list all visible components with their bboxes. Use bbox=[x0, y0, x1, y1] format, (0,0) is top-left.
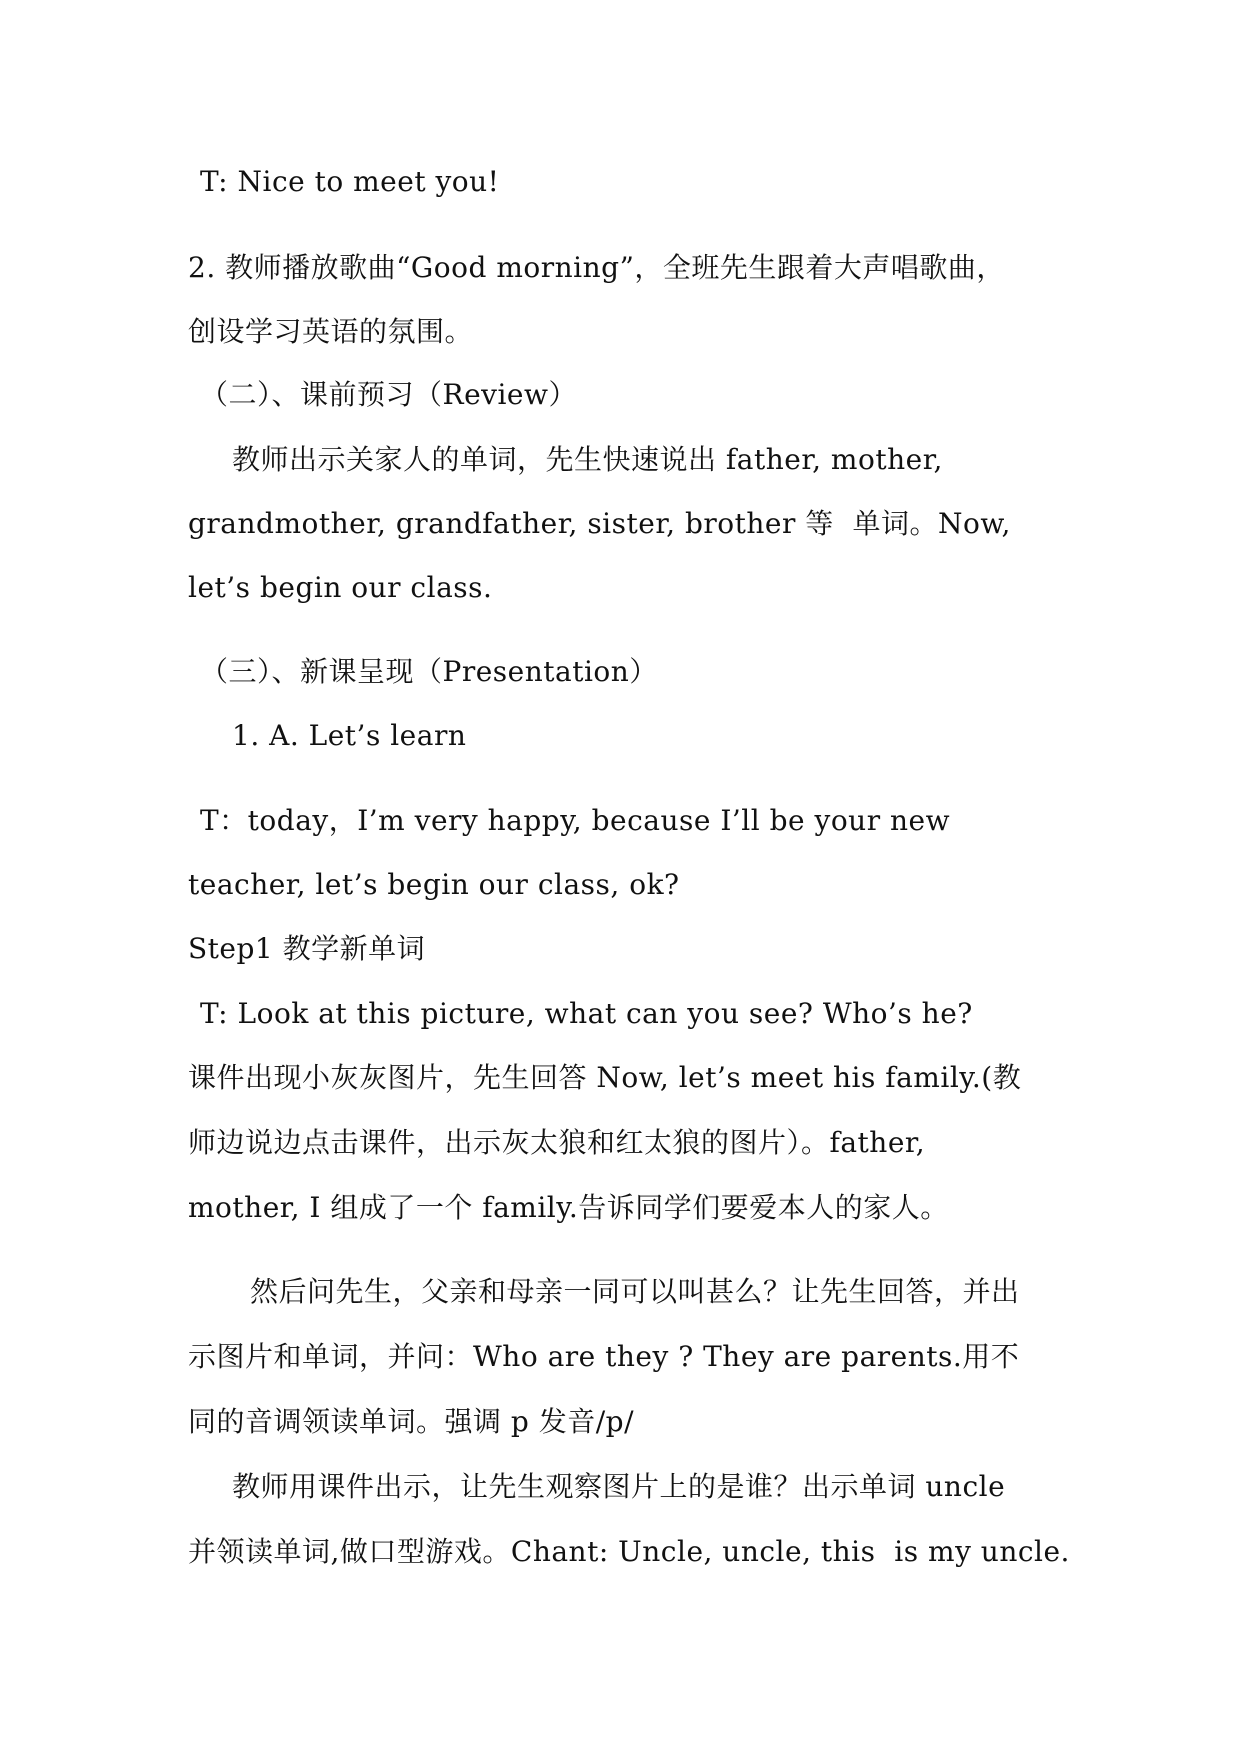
step-item: 2. 教师播放歌曲“Good morning”，全班先生跟着大声唱歌曲， bbox=[188, 251, 1005, 284]
paragraph-line: mother, I 组成了一个 family.告诉同学们要爱本人的家人。 bbox=[188, 1191, 949, 1224]
subsection-heading: 1. A. Let’s learn bbox=[232, 719, 467, 752]
paragraph-line: 并领读单词,做口型游戏。Chant: Uncle, uncle, this is my uncle. bbox=[188, 1535, 1070, 1568]
dialogue-line: T: Look at this picture, what can you see? Who’s he? bbox=[200, 997, 973, 1030]
dialogue-line: T: Nice to meet you! bbox=[200, 165, 500, 198]
paragraph-line: 课件出现小灰灰图片，先生回答 Now, let’s meet his family.(教 bbox=[188, 1061, 1022, 1094]
paragraph-line: 示图片和单词，并问：Who are they ? They are parents.用不 bbox=[188, 1340, 1020, 1373]
paragraph-line: teacher, let’s begin our class, ok? bbox=[188, 868, 680, 901]
section-heading-review: （二）、课前预习（Review） bbox=[200, 378, 577, 411]
paragraph-line: 然后问先生，父亲和母亲一同可以叫甚么？让先生回答，并出 bbox=[250, 1275, 1020, 1308]
paragraph-line: 创设学习英语的氛围。 bbox=[188, 315, 474, 348]
paragraph-line: 同的音调领读单词。强调 p 发音/p/ bbox=[188, 1405, 635, 1438]
paragraph-line: 教师用课件出示，让先生观察图片上的是谁？出示单词 uncle bbox=[232, 1470, 1006, 1503]
step-heading: Step1 教学新单词 bbox=[188, 932, 426, 965]
paragraph-line: let’s begin our class. bbox=[188, 571, 493, 604]
section-heading-presentation: （三）、新课呈现（Presentation） bbox=[200, 655, 658, 688]
dialogue-line: T：today，I’m very happy, because I’ll be your new bbox=[200, 804, 951, 837]
paragraph-line: 教师出示关家人的单词，先生快速说出 father, mother, bbox=[232, 443, 943, 476]
paragraph-line: grandmother, grandfather, sister, brother 等 单词。Now, bbox=[188, 507, 1011, 540]
paragraph-line: 师边说边点击课件，出示灰太狼和红太狼的图片）。father, bbox=[188, 1126, 926, 1159]
